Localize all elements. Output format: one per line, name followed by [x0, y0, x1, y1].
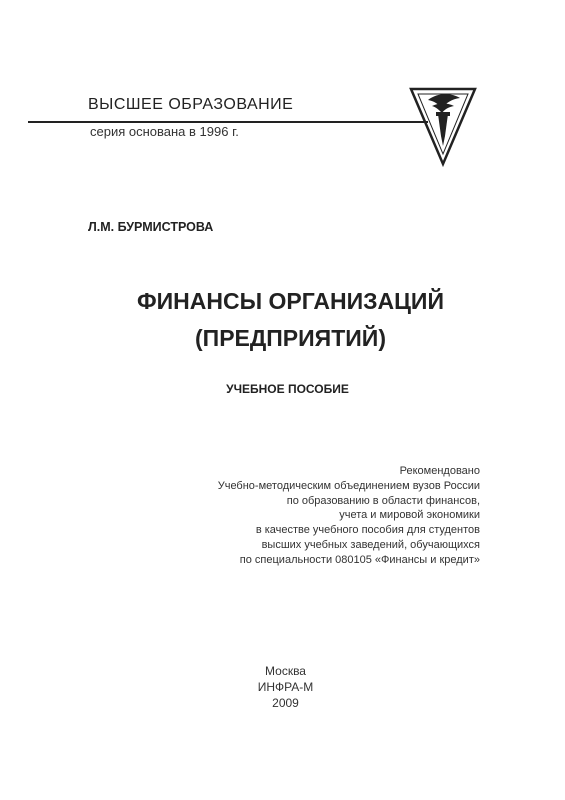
recommendation-line: по образованию в области финансов, [286, 494, 480, 507]
document-type: УЧЕБНОЕ ПОСОБИЕ [226, 382, 349, 396]
imprint-city: Москва [265, 664, 306, 678]
torch-emblem-icon [408, 84, 478, 168]
recommendation-block [180, 464, 480, 568]
header-divider [28, 121, 428, 123]
imprint-year: 2009 [272, 696, 299, 710]
book-title-line-2: (ПРЕДПРИЯТИЙ) [195, 325, 386, 351]
author-name: Л.М. БУРМИСТРОВА [88, 220, 214, 234]
recommendation-line: учета и мировой экономики [339, 509, 480, 522]
recommendation-line: в качестве учебного пособия для студентов [255, 524, 480, 537]
series-title: ВЫСШЕЕ ОБРАЗОВАНИЕ [88, 96, 294, 113]
recommendation-line: высших учебных заведений, обучающихся [261, 538, 480, 551]
recommendation-line: Учебно-методическим объединением вузов России [217, 479, 480, 492]
imprint-publisher: ИНФРА-М [257, 680, 314, 694]
recommendation-line: по специальности 080105 «Финансы и кредит» [239, 553, 480, 566]
series-subtitle: серия основана в 1996 г. [90, 124, 239, 139]
imprint-block [0, 663, 565, 711]
recommendation-line: Рекомендовано [399, 465, 480, 477]
book-title-line-1: ФИНАНСЫ ОРГАНИЗАЦИЙ [137, 288, 444, 314]
